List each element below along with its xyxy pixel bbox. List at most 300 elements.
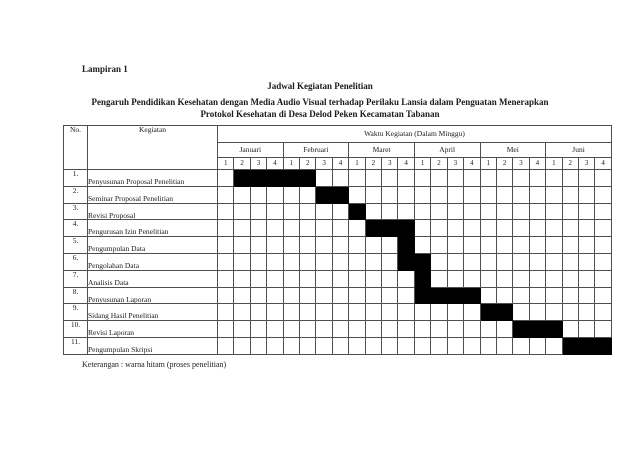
gantt-week-cell <box>283 170 299 187</box>
gantt-week-cell <box>496 304 512 321</box>
gantt-week-cell <box>300 287 316 304</box>
gantt-week-cell <box>382 287 398 304</box>
gantt-week-cell <box>447 220 463 237</box>
gantt-week-cell <box>332 220 348 237</box>
gantt-week-cell <box>447 321 463 338</box>
gantt-week-cell <box>414 337 430 354</box>
gantt-week-cell <box>382 170 398 187</box>
gantt-week-cell <box>382 186 398 203</box>
gantt-week-cell <box>414 170 430 187</box>
gantt-week-cell <box>496 337 512 354</box>
gantt-week-cell <box>529 186 545 203</box>
gantt-week-cell <box>300 203 316 220</box>
gantt-week-cell <box>447 337 463 354</box>
gantt-week-cell <box>578 186 594 203</box>
gantt-week-cell <box>480 321 496 338</box>
gantt-week-cell <box>480 287 496 304</box>
gantt-week-cell <box>267 304 283 321</box>
gantt-week-cell <box>332 253 348 270</box>
gantt-week-cell <box>283 321 299 338</box>
week-number-header: 1 <box>349 158 365 170</box>
month-header: Maret <box>349 143 415 158</box>
week-number-header: 2 <box>431 158 447 170</box>
table-header-row <box>64 126 612 143</box>
gantt-week-cell <box>234 186 250 203</box>
gantt-week-cell <box>382 253 398 270</box>
gantt-week-cell <box>234 237 250 254</box>
activity-row <box>64 253 612 270</box>
gantt-week-cell <box>316 186 332 203</box>
week-number-header: 4 <box>529 158 545 170</box>
gantt-week-cell <box>529 337 545 354</box>
gantt-week-cell <box>529 237 545 254</box>
week-number-header: 3 <box>578 158 594 170</box>
activity-name: Penyusunan Proposal Penelitian <box>88 170 218 187</box>
gantt-week-cell <box>431 304 447 321</box>
gantt-week-cell <box>398 220 414 237</box>
activity-number: 2. <box>64 186 88 203</box>
legend-note: Keterangan : warna hitam (proses penelitian) <box>82 360 227 369</box>
gantt-week-cell <box>447 253 463 270</box>
gantt-week-cell <box>529 253 545 270</box>
gantt-week-cell <box>250 304 266 321</box>
gantt-week-cell <box>332 237 348 254</box>
research-title <box>0 97 640 120</box>
gantt-week-cell <box>447 287 463 304</box>
gantt-week-cell <box>480 237 496 254</box>
activity-row <box>64 203 612 220</box>
gantt-week-cell <box>283 304 299 321</box>
month-header: Januari <box>218 143 284 158</box>
gantt-week-cell <box>283 203 299 220</box>
gantt-week-cell <box>595 237 612 254</box>
gantt-week-cell <box>496 203 512 220</box>
gantt-week-cell <box>267 337 283 354</box>
gantt-week-cell <box>349 186 365 203</box>
gantt-week-cell <box>546 321 562 338</box>
gantt-week-cell <box>349 321 365 338</box>
gantt-week-cell <box>398 287 414 304</box>
gantt-week-cell <box>595 253 612 270</box>
week-number-header: 1 <box>218 158 234 170</box>
activity-row <box>64 270 612 287</box>
gantt-week-cell <box>513 337 529 354</box>
gantt-week-cell <box>578 287 594 304</box>
gantt-week-cell <box>349 237 365 254</box>
gantt-week-cell <box>218 237 234 254</box>
gantt-week-cell <box>234 253 250 270</box>
gantt-week-cell <box>513 270 529 287</box>
gantt-week-cell <box>529 321 545 338</box>
gantt-week-cell <box>316 270 332 287</box>
activity-name: Pengumpulan Data <box>88 237 218 254</box>
gantt-week-cell <box>414 220 430 237</box>
gantt-week-cell <box>529 270 545 287</box>
gantt-week-cell <box>496 237 512 254</box>
week-number-header: 2 <box>365 158 381 170</box>
week-number-header: 3 <box>513 158 529 170</box>
gantt-week-cell <box>283 253 299 270</box>
week-number-header: 2 <box>496 158 512 170</box>
gantt-week-cell <box>414 321 430 338</box>
activity-name: Pengolahan Data <box>88 253 218 270</box>
activity-number: 6. <box>64 253 88 270</box>
gantt-week-cell <box>316 304 332 321</box>
gantt-week-cell <box>218 186 234 203</box>
gantt-week-cell <box>300 186 316 203</box>
gantt-week-cell <box>464 220 480 237</box>
gantt-week-cell <box>365 287 381 304</box>
gantt-week-cell <box>332 287 348 304</box>
gantt-week-cell <box>234 337 250 354</box>
gantt-week-cell <box>349 253 365 270</box>
gantt-week-cell <box>218 253 234 270</box>
gantt-week-cell <box>218 304 234 321</box>
gantt-week-cell <box>250 220 266 237</box>
gantt-week-cell <box>414 203 430 220</box>
activity-number: 1. <box>64 170 88 187</box>
week-number-header: 2 <box>234 158 250 170</box>
gantt-week-cell <box>562 220 578 237</box>
gantt-week-cell <box>480 253 496 270</box>
gantt-week-cell <box>234 321 250 338</box>
gantt-week-cell <box>332 337 348 354</box>
gantt-week-cell <box>382 337 398 354</box>
appendix-label: Lampiran 1 <box>82 64 128 74</box>
gantt-week-cell <box>283 287 299 304</box>
gantt-week-cell <box>398 321 414 338</box>
gantt-week-cell <box>529 304 545 321</box>
gantt-week-cell <box>300 253 316 270</box>
week-number-header: 4 <box>267 158 283 170</box>
activity-number: 3. <box>64 203 88 220</box>
gantt-week-cell <box>546 304 562 321</box>
gantt-week-cell <box>431 253 447 270</box>
gantt-week-cell <box>250 287 266 304</box>
gantt-week-cell <box>431 186 447 203</box>
gantt-week-cell <box>218 220 234 237</box>
gantt-week-cell <box>414 304 430 321</box>
gantt-week-cell <box>365 253 381 270</box>
gantt-week-cell <box>267 237 283 254</box>
gantt-week-cell <box>398 170 414 187</box>
gantt-week-cell <box>546 337 562 354</box>
kegiatan-column-header: Kegiatan <box>88 126 218 170</box>
gantt-week-cell <box>349 203 365 220</box>
gantt-week-cell <box>496 186 512 203</box>
gantt-week-cell <box>546 220 562 237</box>
gantt-week-cell <box>316 203 332 220</box>
schedule-title: Jadwal Kegiatan Penelitian <box>267 81 373 91</box>
gantt-week-cell <box>382 304 398 321</box>
gantt-week-cell <box>546 237 562 254</box>
gantt-week-cell <box>267 186 283 203</box>
week-number-header: 4 <box>332 158 348 170</box>
gantt-week-cell <box>234 203 250 220</box>
gantt-week-cell <box>546 186 562 203</box>
gantt-week-cell <box>234 220 250 237</box>
gantt-week-cell <box>234 270 250 287</box>
gantt-week-cell <box>398 203 414 220</box>
gantt-week-cell <box>513 304 529 321</box>
gantt-week-cell <box>365 270 381 287</box>
gantt-week-cell <box>283 337 299 354</box>
activity-number: 9. <box>64 304 88 321</box>
gantt-week-cell <box>464 304 480 321</box>
gantt-week-cell <box>365 203 381 220</box>
gantt-week-cell <box>250 321 266 338</box>
gantt-week-cell <box>546 270 562 287</box>
gantt-week-cell <box>431 170 447 187</box>
gantt-week-cell <box>496 270 512 287</box>
gantt-week-cell <box>283 186 299 203</box>
gantt-week-cell <box>267 220 283 237</box>
gantt-week-cell <box>382 203 398 220</box>
gantt-week-cell <box>250 186 266 203</box>
gantt-week-cell <box>431 337 447 354</box>
month-header: Februari <box>283 143 349 158</box>
month-header: Juni <box>546 143 612 158</box>
gantt-week-cell <box>414 186 430 203</box>
gantt-week-cell <box>480 203 496 220</box>
activity-row <box>64 237 612 254</box>
gantt-week-cell <box>529 203 545 220</box>
gantt-week-cell <box>365 337 381 354</box>
gantt-week-cell <box>267 270 283 287</box>
gantt-week-cell <box>250 270 266 287</box>
gantt-week-cell <box>316 337 332 354</box>
gantt-week-cell <box>300 220 316 237</box>
gantt-week-cell <box>349 304 365 321</box>
gantt-week-cell <box>480 186 496 203</box>
week-number-header: 1 <box>480 158 496 170</box>
week-number-header: 3 <box>382 158 398 170</box>
gantt-week-cell <box>464 253 480 270</box>
gantt-week-cell <box>332 186 348 203</box>
gantt-week-cell <box>300 337 316 354</box>
week-number-header: 3 <box>316 158 332 170</box>
gantt-week-cell <box>595 220 612 237</box>
gantt-week-cell <box>431 237 447 254</box>
activity-name: Penyusunan Laporan <box>88 287 218 304</box>
gantt-week-cell <box>250 253 266 270</box>
gantt-week-cell <box>398 253 414 270</box>
gantt-week-cell <box>513 170 529 187</box>
gantt-week-cell <box>349 287 365 304</box>
gantt-week-cell <box>283 270 299 287</box>
gantt-week-cell <box>398 337 414 354</box>
gantt-week-cell <box>316 321 332 338</box>
activity-number: 10. <box>64 321 88 338</box>
gantt-week-cell <box>529 287 545 304</box>
gantt-week-cell <box>382 321 398 338</box>
gantt-week-cell <box>250 337 266 354</box>
gantt-week-cell <box>529 220 545 237</box>
week-number-header: 4 <box>464 158 480 170</box>
waktu-header: Waktu Kegiatan (Dalam Minggu) <box>218 126 612 143</box>
gantt-week-cell <box>546 253 562 270</box>
activity-number: 5. <box>64 237 88 254</box>
gantt-week-cell <box>447 203 463 220</box>
gantt-week-cell <box>332 321 348 338</box>
gantt-week-cell <box>365 170 381 187</box>
schedule-table-body <box>64 170 612 355</box>
gantt-week-cell <box>496 253 512 270</box>
gantt-week-cell <box>398 304 414 321</box>
gantt-week-cell <box>218 287 234 304</box>
gantt-week-cell <box>316 253 332 270</box>
gantt-week-cell <box>332 203 348 220</box>
gantt-week-cell <box>464 237 480 254</box>
gantt-week-cell <box>218 321 234 338</box>
gantt-week-cell <box>562 203 578 220</box>
gantt-week-cell <box>332 170 348 187</box>
gantt-week-cell <box>316 237 332 254</box>
gantt-week-cell <box>431 321 447 338</box>
gantt-week-cell <box>234 304 250 321</box>
schedule-table-head <box>64 126 612 170</box>
research-title-line2: Protokol Kesehatan di Desa Delod Peken Kecamatan Tabanan <box>200 108 440 119</box>
gantt-week-cell <box>578 304 594 321</box>
activity-row <box>64 170 612 187</box>
week-number-header: 2 <box>300 158 316 170</box>
activity-name: Pengurusan Izin Penelitian <box>88 220 218 237</box>
gantt-week-cell <box>595 186 612 203</box>
activity-name: Sidang Hasil Penelitian <box>88 304 218 321</box>
gantt-week-cell <box>562 186 578 203</box>
gantt-week-cell <box>398 237 414 254</box>
gantt-week-cell <box>546 170 562 187</box>
gantt-week-cell <box>414 237 430 254</box>
gantt-week-cell <box>546 287 562 304</box>
gantt-week-cell <box>447 170 463 187</box>
gantt-week-cell <box>234 287 250 304</box>
activity-number: 8. <box>64 287 88 304</box>
gantt-week-cell <box>382 220 398 237</box>
gantt-week-cell <box>562 304 578 321</box>
week-number-header: 4 <box>595 158 612 170</box>
gantt-week-cell <box>578 253 594 270</box>
gantt-week-cell <box>480 170 496 187</box>
activity-row <box>64 220 612 237</box>
gantt-week-cell <box>513 253 529 270</box>
activity-row <box>64 186 612 203</box>
gantt-week-cell <box>398 270 414 287</box>
gantt-week-cell <box>546 203 562 220</box>
gantt-week-cell <box>496 220 512 237</box>
gantt-week-cell <box>447 270 463 287</box>
week-number-header: 4 <box>398 158 414 170</box>
activity-name: Pengumpulan Skripsi <box>88 337 218 354</box>
gantt-week-cell <box>447 186 463 203</box>
activity-number: 4. <box>64 220 88 237</box>
gantt-week-cell <box>513 237 529 254</box>
week-number-header: 3 <box>447 158 463 170</box>
gantt-week-cell <box>218 337 234 354</box>
activity-name: Analisis Data <box>88 270 218 287</box>
gantt-week-cell <box>267 321 283 338</box>
gantt-week-cell <box>595 337 612 354</box>
gantt-week-cell <box>332 270 348 287</box>
activity-name: Seminar Proposal Penelitian <box>88 186 218 203</box>
gantt-week-cell <box>267 170 283 187</box>
gantt-week-cell <box>595 270 612 287</box>
gantt-week-cell <box>300 304 316 321</box>
gantt-week-cell <box>300 270 316 287</box>
gantt-week-cell <box>496 287 512 304</box>
gantt-week-cell <box>300 321 316 338</box>
gantt-week-cell <box>464 186 480 203</box>
gantt-week-cell <box>513 321 529 338</box>
gantt-week-cell <box>414 270 430 287</box>
gantt-week-cell <box>464 321 480 338</box>
gantt-week-cell <box>447 237 463 254</box>
gantt-week-cell <box>250 170 266 187</box>
gantt-week-cell <box>496 170 512 187</box>
activity-number: 11. <box>64 337 88 354</box>
gantt-week-cell <box>365 237 381 254</box>
gantt-week-cell <box>513 186 529 203</box>
gantt-week-cell <box>267 287 283 304</box>
gantt-week-cell <box>283 237 299 254</box>
gantt-week-cell <box>365 321 381 338</box>
gantt-week-cell <box>562 321 578 338</box>
gantt-week-cell <box>562 337 578 354</box>
gantt-week-cell <box>578 337 594 354</box>
gantt-week-cell <box>464 270 480 287</box>
gantt-week-cell <box>414 287 430 304</box>
gantt-week-cell <box>578 270 594 287</box>
gantt-week-cell <box>513 220 529 237</box>
gantt-week-cell <box>332 304 348 321</box>
gantt-week-cell <box>513 203 529 220</box>
gantt-week-cell <box>250 237 266 254</box>
gantt-week-cell <box>562 170 578 187</box>
gantt-week-cell <box>218 203 234 220</box>
activity-name: Revisi Laporan <box>88 321 218 338</box>
gantt-week-cell <box>480 304 496 321</box>
gantt-week-cell <box>300 237 316 254</box>
gantt-week-cell <box>382 270 398 287</box>
no-column-header: No. <box>64 126 88 170</box>
month-header: April <box>414 143 480 158</box>
gantt-week-cell <box>267 253 283 270</box>
gantt-week-cell <box>349 220 365 237</box>
gantt-week-cell <box>595 203 612 220</box>
gantt-week-cell <box>480 270 496 287</box>
month-header: Mei <box>480 143 546 158</box>
gantt-week-cell <box>578 170 594 187</box>
activity-row <box>64 337 612 354</box>
gantt-week-cell <box>349 270 365 287</box>
gantt-week-cell <box>464 337 480 354</box>
gantt-week-cell <box>250 203 266 220</box>
gantt-week-cell <box>529 170 545 187</box>
gantt-week-cell <box>382 237 398 254</box>
gantt-week-cell <box>562 287 578 304</box>
activity-row <box>64 304 612 321</box>
gantt-week-cell <box>496 321 512 338</box>
gantt-week-cell <box>316 220 332 237</box>
gantt-week-cell <box>283 220 299 237</box>
schedule-table <box>63 125 612 355</box>
gantt-week-cell <box>234 170 250 187</box>
week-number-header: 3 <box>250 158 266 170</box>
gantt-week-cell <box>431 270 447 287</box>
gantt-week-cell <box>414 253 430 270</box>
gantt-week-cell <box>562 270 578 287</box>
gantt-week-cell <box>349 337 365 354</box>
